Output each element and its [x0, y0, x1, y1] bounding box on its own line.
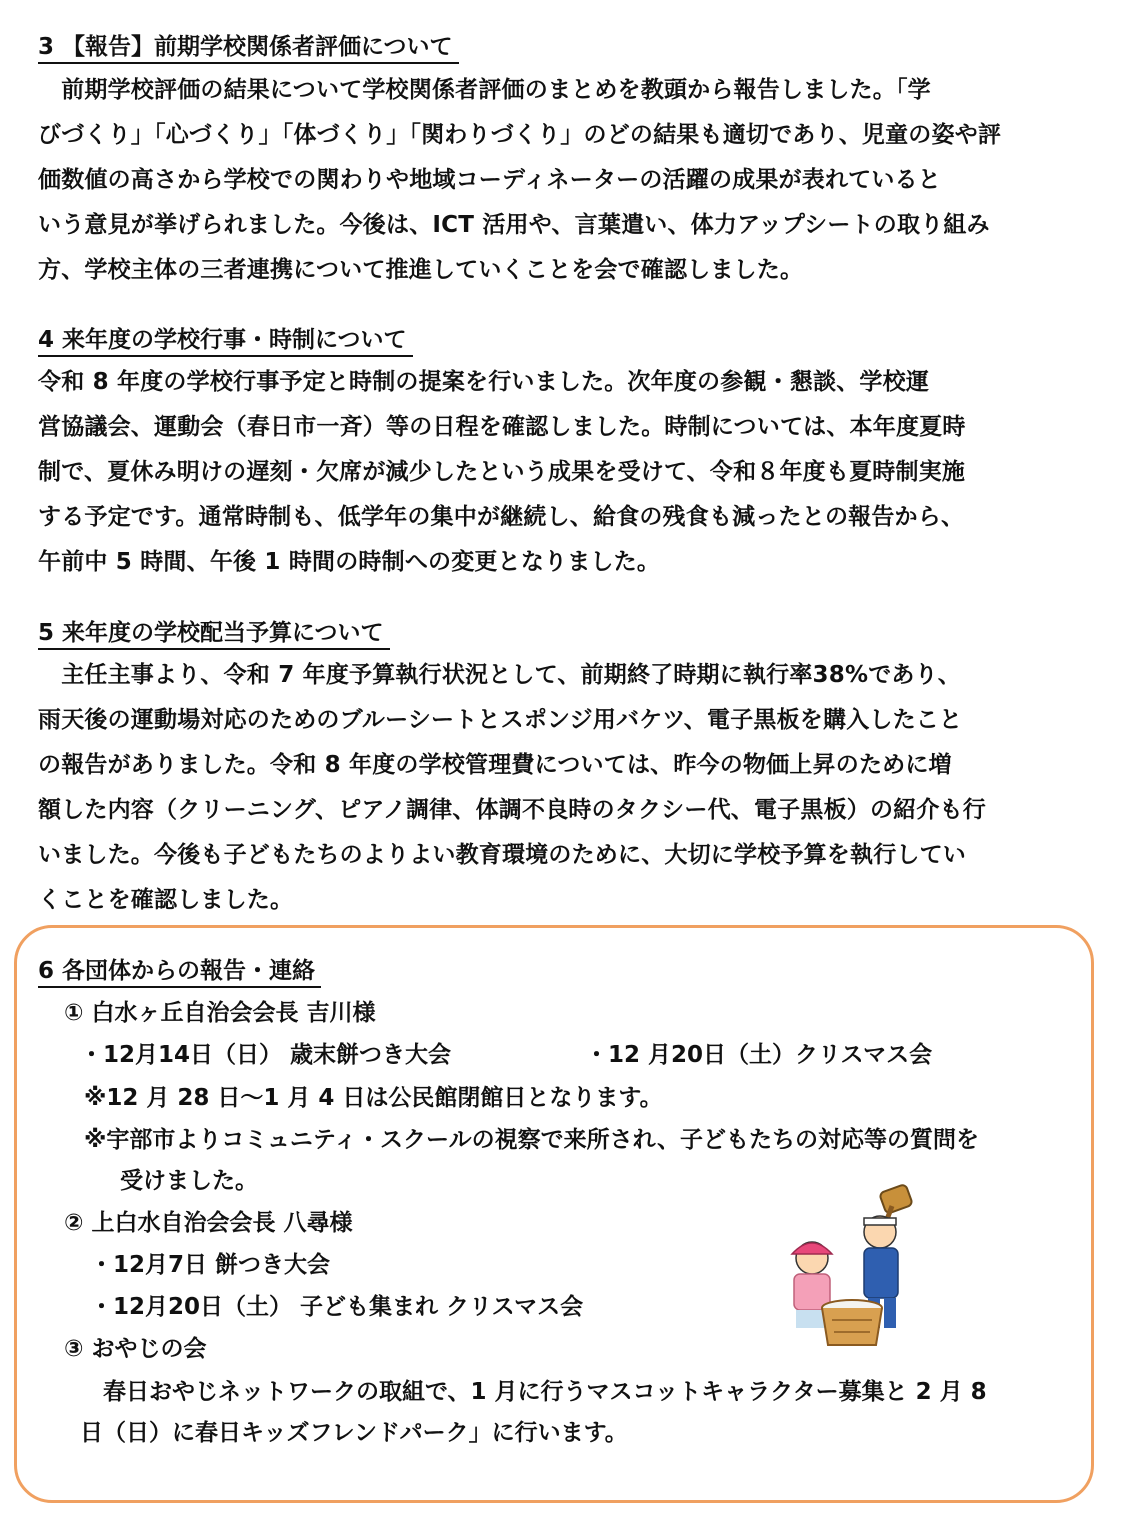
section-4-line: 営協議会、運動会（春日市一斉）等の日程を確認しました。時制については、本年度夏時	[38, 414, 966, 440]
org2-event-2: ・12月20日（土） 子ども集まれ クリスマス会	[90, 1294, 584, 1320]
section-5-line: 主任主事より、令和 7 年度予算執行状況として、前期終了時期に執行率38%であり、	[38, 662, 962, 688]
section-5-line: 雨天後の運動場対応のためのブルーシートとスポンジ用バケツ、電子黒板を購入したこと	[38, 707, 963, 733]
org1-note-2: ※宇部市よりコミュニティ・スクールの視察で来所され、子どもたちの対応等の質問を	[84, 1127, 979, 1153]
section-3-body	[38, 68, 1088, 293]
mochitsuki-illustration-icon	[772, 1180, 932, 1350]
section-3-line: 価数値の高さから学校での関わりや地域コーディネーターの活躍の成果が表れていると	[38, 167, 941, 193]
org2-event-1: ・12月7日 餅つき大会	[90, 1252, 331, 1278]
section-3-line: 方、学校主体の三者連携について推進していくことを会で確認しました。	[38, 257, 804, 283]
section-4-body	[38, 360, 1088, 585]
section-3-line: 前期学校評価の結果について学校関係者評価のまとめを教頭から報告しました。「学	[38, 77, 931, 103]
org1-note-1: ※12 月 28 日～1 月 4 日は公民館閉館日となります。	[84, 1085, 663, 1111]
section-5-heading: 5 来年度の学校配当予算について	[38, 618, 390, 650]
section-4-heading: 4 来年度の学校行事・時制について	[38, 325, 413, 357]
org3-title: ③ おやじの会	[64, 1336, 207, 1362]
section-3-heading: 3 【報告】前期学校関係者評価について	[38, 32, 459, 64]
section-5-body	[38, 653, 1088, 923]
section-5-line: くことを確認しました。	[38, 887, 294, 913]
section-5-line: の報告がありました。令和 8 年度の学校管理費については、昨今の物価上昇のために増	[38, 752, 952, 778]
section-4-line: する予定です。通常時制も、低学年の集中が継続し、給食の残食も減ったとの報告から、	[38, 504, 965, 530]
section-4-line: 午前中 5 時間、午後 1 時間の時制への変更となりました。	[38, 549, 661, 575]
org1-title: ① 白水ヶ丘自治会会長 吉川様	[64, 1000, 376, 1026]
section-5-line: 額した内容（クリーニング、ピアノ調律、体調不良時のタクシー代、電子黒板）の紹介も行	[38, 797, 986, 823]
org1-event-2: ・12 月20日（土）クリスマス会	[585, 1042, 933, 1068]
section-6-heading: 6 各団体からの報告・連絡	[38, 956, 321, 988]
org1-event-1: ・12月14日（日） 歳末餅つき大会	[80, 1042, 452, 1068]
section-3-line: びづくり」「心づくり」「体づくり」「関わりづくり」のどの結果も適切であり、児童の姿や評	[38, 122, 1002, 148]
org3-line-1: 春日おやじネットワークの取組で、1 月に行うマスコットキャラクター募集と 2 月 8	[80, 1379, 987, 1405]
section-3-line: いう意見が挙げられました。今後は、ICT 活用や、言葉遣い、体力アップシートの取り組み	[38, 212, 990, 238]
org3-line-2: 日（日）に春日キッズフレンドパーク」に行います。	[80, 1420, 628, 1446]
section-4-line: 制で、夏休み明けの遅刻・欠席が減少したという成果を受けて、令和８年度も夏時制実施	[38, 459, 966, 485]
org2-title: ② 上白水自治会会長 八尋様	[64, 1210, 353, 1236]
section-5-line: いました。今後も子どもたちのよりよい教育環境のために、大切に学校予算を執行してい	[38, 842, 966, 868]
org1-note-2-cont: 受けました。	[120, 1168, 258, 1194]
section-4-line: 令和 8 年度の学校行事予定と時制の提案を行いました。次年度の参観・懇談、学校運	[38, 369, 930, 395]
